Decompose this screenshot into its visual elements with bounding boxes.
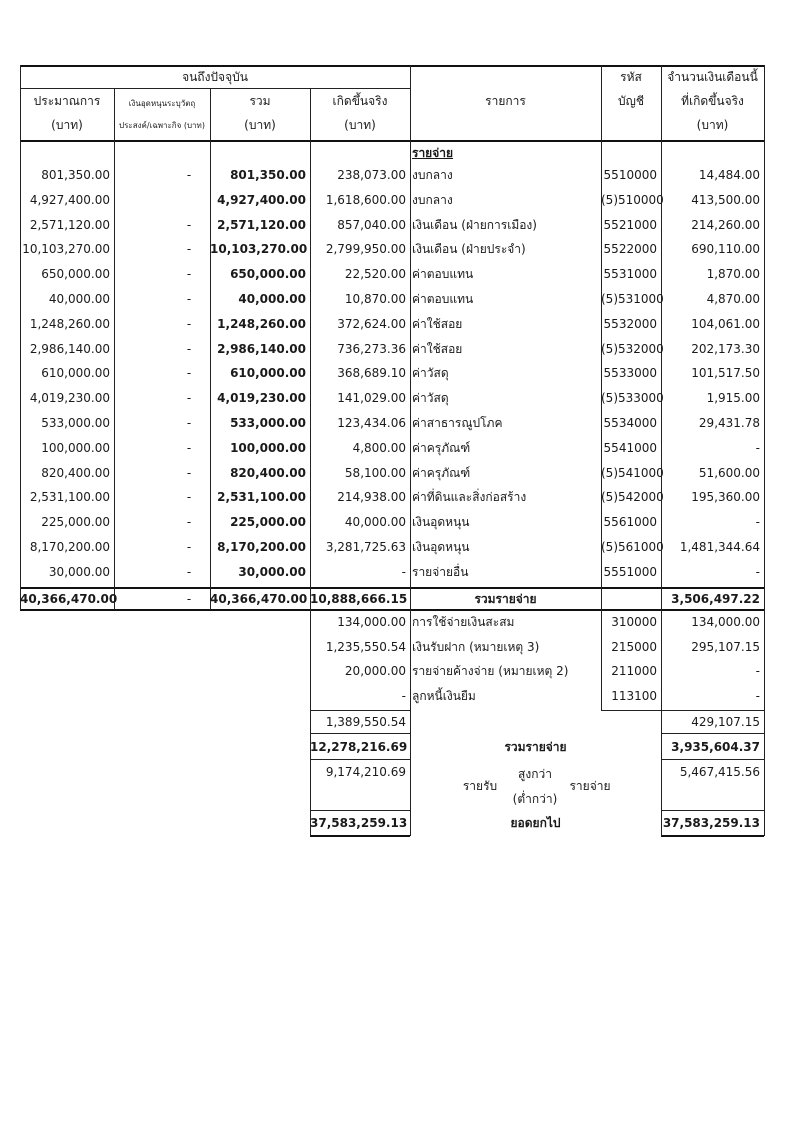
diff-label-right: รายจ่าย (569, 779, 611, 793)
month-subtotal-line (661, 710, 764, 711)
row-11-item: ค่าสาธารณูปโภค (412, 416, 503, 430)
row-13-total: 820,400.00 (230, 466, 306, 480)
row-16-month: 1,481,344.64 (679, 540, 760, 554)
row-15-actual: 40,000.00 (344, 515, 406, 529)
actual-carry-bottom (310, 835, 410, 837)
row-13-actual: 58,100.00 (344, 466, 406, 480)
row-15-budget: 225,000.00 (41, 515, 110, 529)
row-7-budget: 1,248,260.00 (29, 317, 110, 331)
row-6-item: ค่าตอบแทน (412, 292, 474, 306)
header-budget-label: ประมาณการ (33, 94, 101, 108)
other-row-2-item: เงินรับฝาก (หมายเหตุ 3) (412, 640, 540, 654)
row-16-item: เงินอุดหนุน (412, 540, 470, 554)
row-6-month: 4,870.00 (706, 292, 760, 306)
diff-label-left: รายรับ (462, 779, 498, 793)
row-7-actual: 372,624.00 (337, 317, 406, 331)
month-carry-top (661, 810, 764, 811)
row-9-code: 5533000 (603, 366, 657, 380)
row-13-code: (5)541000 (601, 466, 664, 480)
row-5-subsidy: - (186, 267, 192, 281)
row-10-actual: 141,029.00 (337, 391, 406, 405)
other-row-3-actual: 20,000.00 (344, 664, 406, 678)
row-14-subsidy: - (186, 490, 192, 504)
row-1-code: 5510000 (603, 168, 657, 182)
row-16-subsidy: - (186, 540, 192, 554)
other-row-3-month: - (755, 664, 760, 678)
group-header-title: จนถึงปัจจุบัน (182, 70, 248, 84)
row-11-subsidy: - (186, 416, 192, 430)
row-6-total: 40,000.00 (238, 292, 306, 306)
row-7-subsidy: - (186, 317, 192, 331)
month-grand-line (661, 759, 764, 760)
row-4-subsidy: - (186, 242, 192, 256)
subtotal-actual: 1,389,550.54 (325, 715, 406, 729)
row-1-item: งบกลาง (412, 168, 453, 182)
row-16-actual: 3,281,725.63 (325, 540, 406, 554)
row-17-actual: - (401, 565, 406, 579)
row-12-total: 100,000.00 (230, 441, 306, 455)
header-actual-label: เกิดขึ้นจริง (332, 94, 388, 108)
row-12-budget: 100,000.00 (41, 441, 110, 455)
right-border (764, 65, 765, 836)
row-13-month: 51,600.00 (698, 466, 760, 480)
header-code-label-2: บัญชี (618, 94, 644, 108)
row-9-budget: 610,000.00 (41, 366, 110, 380)
row-2-budget: 4,927,400.00 (29, 193, 110, 207)
row-11-month: 29,431.78 (698, 416, 760, 430)
grand-total-label: รวมรายจ่าย (504, 740, 567, 754)
row-4-item: เงินเดือน (ฝ่ายประจำ) (412, 242, 526, 256)
row-17-budget: 30,000.00 (48, 565, 110, 579)
actual-subtotal-line-2 (310, 733, 410, 734)
other-row-1-actual: 134,000.00 (337, 615, 406, 629)
other-row-4-actual: - (401, 689, 406, 703)
row-15-item: เงินอุดหนุน (412, 515, 470, 529)
total-label: รวมรายจ่าย (474, 592, 537, 606)
row-5-code: 5531000 (603, 267, 657, 281)
row-2-total: 4,927,400.00 (217, 193, 306, 207)
other-row-4-item: ลูกหนี้เงินยืม (412, 689, 476, 703)
row-9-total: 610,000.00 (230, 366, 306, 380)
row-3-total: 2,571,120.00 (217, 218, 306, 232)
row-3-code: 5521000 (603, 218, 657, 232)
month-carry-bottom (661, 835, 764, 837)
row-17-subsidy: - (186, 565, 192, 579)
other-row-2-month: 295,107.15 (691, 640, 760, 654)
row-14-item: ค่าที่ดินและสิ่งก่อสร้าง (412, 490, 527, 504)
row-14-budget: 2,531,100.00 (29, 490, 110, 504)
row-1-budget: 801,350.00 (41, 168, 110, 182)
row-6-code: (5)531000 (601, 292, 664, 306)
row-10-budget: 4,019,230.00 (29, 391, 110, 405)
total-sum: 40,366,470.00 (210, 592, 308, 606)
row-6-subsidy: - (186, 292, 192, 306)
row-5-budget: 650,000.00 (41, 267, 110, 281)
row-10-subsidy: - (186, 391, 192, 405)
row-8-total: 2,986,140.00 (217, 342, 306, 356)
row-11-actual: 123,434.06 (337, 416, 406, 430)
row-2-actual: 1,618,600.00 (325, 193, 406, 207)
row-7-code: 5532000 (603, 317, 657, 331)
header-budget-unit: (บาท) (51, 118, 83, 132)
header-total-label: รวม (249, 94, 271, 108)
row-1-actual: 238,073.00 (337, 168, 406, 182)
row-16-budget: 8,170,200.00 (29, 540, 110, 554)
actual-carry-top (310, 810, 410, 811)
row-15-total: 225,000.00 (230, 515, 306, 529)
row-2-code: (5)510000 (601, 193, 664, 207)
code-box-bottom (601, 710, 661, 711)
other-row-1-month: 134,000.00 (691, 615, 760, 629)
row-3-subsidy: - (186, 218, 192, 232)
row-16-total: 8,170,200.00 (217, 540, 306, 554)
diff-label-bottom: (ต่ำกว่า) (512, 792, 558, 806)
row-4-budget: 10,103,270.00 (22, 242, 110, 256)
row-11-code: 5534000 (603, 416, 657, 430)
header-month-label-2: ที่เกิดขึ้นจริง (681, 94, 744, 108)
row-3-month: 214,260.00 (691, 218, 760, 232)
row-12-subsidy: - (186, 441, 192, 455)
row-3-item: เงินเดือน (ฝ่ายการเมือง) (412, 218, 537, 232)
row-17-item: รายจ่ายอื่น (412, 565, 469, 579)
total-row-top-border (20, 587, 764, 589)
row-10-total: 4,019,230.00 (217, 391, 306, 405)
row-16-code: (5)561000 (601, 540, 664, 554)
other-row-2-actual: 1,235,550.54 (325, 640, 406, 654)
row-15-month: - (755, 515, 760, 529)
other-row-4-code: 113100 (611, 689, 657, 703)
row-10-month: 1,915.00 (706, 391, 760, 405)
header-item-label: รายการ (485, 94, 526, 108)
row-1-total: 801,350.00 (230, 168, 306, 182)
row-5-item: ค่าตอบแทน (412, 267, 474, 281)
grand-total-month: 3,935,604.37 (671, 740, 760, 754)
row-12-item: ค่าครุภัณฑ์ (412, 441, 471, 455)
header-actual-unit: (บาท) (344, 118, 376, 132)
row-8-actual: 736,273.36 (337, 342, 406, 356)
row-13-subsidy: - (186, 466, 192, 480)
row-6-budget: 40,000.00 (48, 292, 110, 306)
header-bottom-border (20, 140, 764, 142)
col-divider-4 (410, 65, 411, 836)
group-header-divider (20, 88, 410, 89)
row-9-item: ค่าวัสดุ (412, 366, 449, 380)
carry-label: ยอดยกไป (510, 816, 561, 830)
actual-subtotal-line (310, 710, 410, 711)
diff-label-top: สูงกว่า (518, 767, 552, 781)
row-14-total: 2,531,100.00 (217, 490, 306, 504)
row-14-actual: 214,938.00 (337, 490, 406, 504)
row-15-subsidy: - (186, 515, 192, 529)
row-11-total: 533,000.00 (230, 416, 306, 430)
subtotal-month: 429,107.15 (691, 715, 760, 729)
row-12-code: 5541000 (603, 441, 657, 455)
row-10-item: ค่าวัสดุ (412, 391, 449, 405)
row-4-actual: 2,799,950.00 (325, 242, 406, 256)
other-row-2-code: 215000 (611, 640, 657, 654)
total-budget: 40,366,470.00 (20, 592, 118, 606)
actual-grand-line (310, 759, 410, 760)
row-11-budget: 533,000.00 (41, 416, 110, 430)
row-9-actual: 368,689.10 (337, 366, 406, 380)
diff-actual: 9,174,210.69 (325, 765, 406, 779)
row-14-code: (5)542000 (601, 490, 664, 504)
other-row-4-month: - (755, 689, 760, 703)
row-17-total: 30,000.00 (238, 565, 306, 579)
header-total-unit: (บาท) (244, 118, 276, 132)
row-3-actual: 857,040.00 (337, 218, 406, 232)
total-row-bottom-border (20, 609, 764, 611)
carry-month: 37,583,259.13 (662, 816, 760, 830)
row-8-subsidy: - (186, 342, 192, 356)
row-8-budget: 2,986,140.00 (29, 342, 110, 356)
month-subtotal-line-2 (661, 733, 764, 734)
table-top-border (20, 65, 764, 67)
row-7-total: 1,248,260.00 (217, 317, 306, 331)
section-title: รายจ่าย (412, 146, 454, 160)
other-row-3-code: 211000 (611, 664, 657, 678)
grand-total-actual: 12,278,216.69 (310, 740, 408, 754)
row-14-month: 195,360.00 (691, 490, 760, 504)
row-1-subsidy: - (186, 168, 192, 182)
row-6-actual: 10,870.00 (344, 292, 406, 306)
row-8-month: 202,173.30 (691, 342, 760, 356)
row-5-month: 1,870.00 (706, 267, 760, 281)
row-4-code: 5522000 (603, 242, 657, 256)
total-subsidy: - (186, 592, 192, 606)
row-7-month: 104,061.00 (691, 317, 760, 331)
row-5-total: 650,000.00 (230, 267, 306, 281)
diff-month: 5,467,415.56 (679, 765, 760, 779)
row-3-budget: 2,571,120.00 (29, 218, 110, 232)
total-month: 3,506,497.22 (671, 592, 760, 606)
row-2-item: งบกลาง (412, 193, 453, 207)
other-row-1-item: การใช้จ่ายเงินสะสม (412, 615, 515, 629)
row-9-subsidy: - (186, 366, 192, 380)
row-5-actual: 22,520.00 (344, 267, 406, 281)
total-actual: 10,888,666.15 (310, 592, 408, 606)
row-1-month: 14,484.00 (698, 168, 760, 182)
other-row-1-code: 310000 (611, 615, 657, 629)
row-10-code: (5)533000 (601, 391, 664, 405)
row-8-code: (5)532000 (601, 342, 664, 356)
header-code-label: รหัส (620, 70, 642, 84)
row-8-item: ค่าใช้สอย (412, 342, 463, 356)
carry-actual: 37,583,259.13 (310, 816, 408, 830)
header-subsidy-unit: ประสงค์/เฉพาะกิจ (บาท) (119, 121, 205, 130)
row-17-month: - (755, 565, 760, 579)
row-17-code: 5551000 (603, 565, 657, 579)
row-12-month: - (755, 441, 760, 455)
header-subsidy-label: เงินอุดหนุนระบุวัตถุ (128, 99, 196, 108)
row-9-month: 101,517.50 (691, 366, 760, 380)
row-7-item: ค่าใช้สอย (412, 317, 463, 331)
row-12-actual: 4,800.00 (352, 441, 406, 455)
header-month-label: จำนวนเงินเดือนนี้ (667, 70, 758, 84)
row-2-month: 413,500.00 (691, 193, 760, 207)
row-13-item: ค่าครุภัณฑ์ (412, 466, 471, 480)
other-row-3-item: รายจ่ายค้างจ่าย (หมายเหตุ 2) (412, 664, 569, 678)
row-4-total: 10,103,270.00 (210, 242, 308, 256)
row-15-code: 5561000 (603, 515, 657, 529)
row-4-month: 690,110.00 (691, 242, 760, 256)
header-month-unit: (บาท) (696, 118, 729, 132)
row-13-budget: 820,400.00 (41, 466, 110, 480)
